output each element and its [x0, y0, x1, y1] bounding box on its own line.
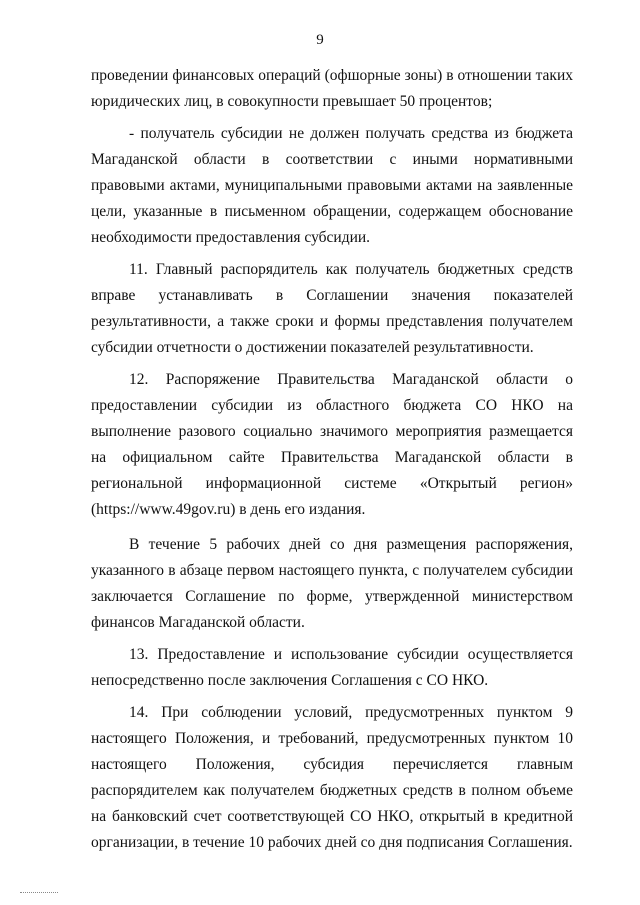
paragraph-continuation: проведении финансовых операций (офшорные зоны) в отношении таких юридических лиц, в совокупности превышает 50 процентов;	[91, 67, 573, 110]
paragraph-item-12: 12. Распоряжение Правительства Магаданской области о предоставлении субсидии из областного бюджета СО НКО на выполнение разового социально значимого мероприятия размещается на официальном сайте Правительства Магаданской области в региональной информационной системе «Открытый регион» (https://www.49gov.ru) в день его издания.	[91, 371, 573, 518]
paragraph-item-12-part-2: В течение 5 рабочих дней со дня размещения распоряжения, указанного в абзаце первом настоящего пункта, с получателем субсидии заключается Соглашение по форме, утвержденной министерством финансов Магаданской области.	[91, 536, 573, 631]
page-number: 9	[316, 32, 324, 48]
paragraph-item-13: 13. Предоставление и использование субсидии осуществляется непосредственно после заключения Соглашения с СО НКО.	[91, 646, 573, 689]
document-body	[91, 63, 573, 856]
paragraph-item-11: 11. Главный распорядитель как получатель бюджетных средств вправе устанавливать в Соглашении значения показателей результативности, а также сроки и формы представления получателем субсидии отчетности о достижении показателей результативности.	[91, 261, 573, 356]
paragraph-list-item: - получатель субсидии не должен получать средства из бюджета Магаданской области в соответствии с иными нормативными правовыми актами, муниципальными правовыми актами на заявленные цели, указанные в письменном обращении, содержащем обоснование необходимости предоставления субсидии.	[91, 125, 573, 246]
scan-edge-mark	[20, 892, 58, 894]
paragraph-item-14: 14. При соблюдении условий, предусмотренных пунктом 9 настоящего Положения, и требований, предусмотренных пунктом 10 настоящего Положения, субсидия перечисляется главным распорядителем как получателем бюджетных средств в полном объеме на банковский счет соответствующей СО НКО, открытый в кредитной организации, в течение 10 рабочих дней со дня подписания Соглашения.	[91, 704, 573, 851]
